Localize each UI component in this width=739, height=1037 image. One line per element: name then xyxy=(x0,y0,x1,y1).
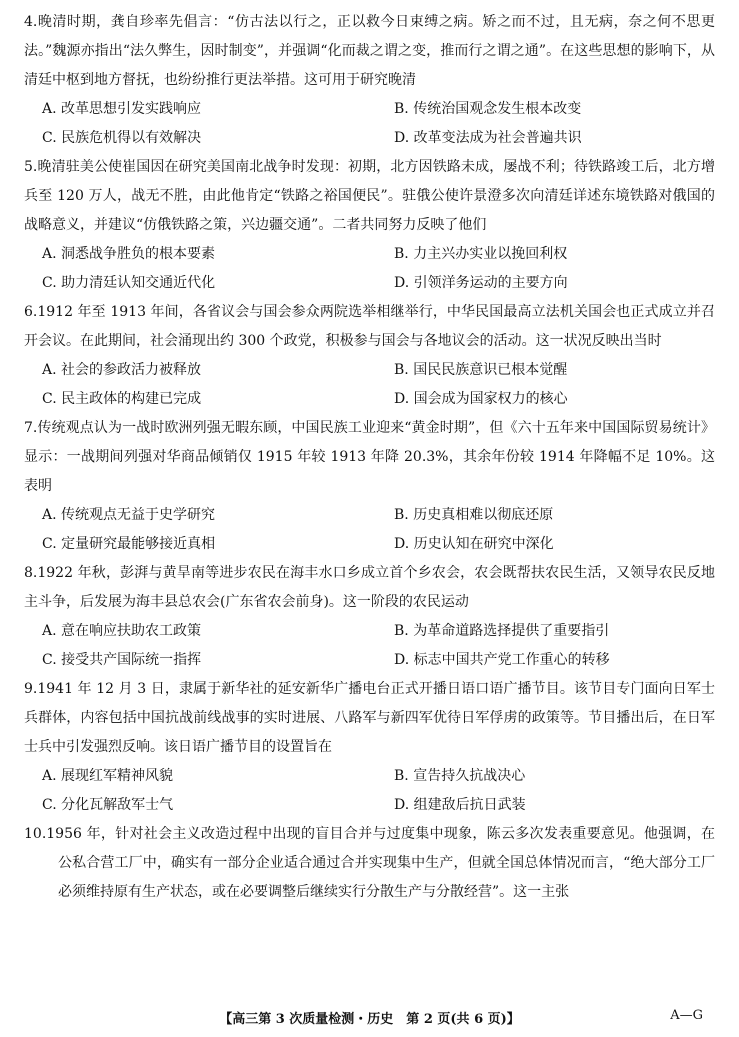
option-b[interactable]: B. 历史真相难以彻底还原 xyxy=(394,507,554,523)
options-grid xyxy=(24,617,715,675)
question-4 xyxy=(24,8,715,153)
question-6 xyxy=(24,298,715,414)
options-grid xyxy=(24,95,715,153)
question-stem: 9.1941 年 12 月 3 日，隶属于新华社的延安新华广播电台正式开播日语口语广播节目。该节目专门面向日军士兵群体，内容包括中国抗战前线战事的实时进展、八路军与新四军优待日军俘虏的政策等。节目播出后，在日军士兵中引发强烈反响。该日语广播节目的设置旨在 xyxy=(24,681,715,755)
question-stem: 10.1956 年，针对社会主义改造过程中出现的盲目合并与过度集中现象，陈云多次发表重要意见。他强调，在公私合营工厂中，确实有一部分企业适合通过合并实现集中生产，但就全国总体情况而言，“绝大部分工厂必须维持原有生产状态，或在必要调整后继续实行分散生产与分散经营”。这一主张 xyxy=(24,826,715,900)
options-grid xyxy=(24,501,715,559)
page-footer xyxy=(0,1006,739,1030)
options-grid xyxy=(24,240,715,298)
options-grid xyxy=(24,356,715,414)
option-d[interactable]: D. 历史认知在研究中深化 xyxy=(394,536,554,552)
option-c[interactable]: C. 民主政体的构建已完成 xyxy=(42,391,202,407)
option-d[interactable]: D. 国会成为国家权力的核心 xyxy=(394,391,568,407)
question-stem: 7.传统观点认为一战时欧洲列强无暇东顾，中国民族工业迎来“黄金时期”，但《六十五年来中国国际贸易统计》显示：一战期间列强对华商品倾销仅 1915 年较 1913 年降 20.3%，其余年份较 1914 年降幅不足 10%。这表明 xyxy=(24,420,715,494)
option-a[interactable]: A. 社会的参政活力被释放 xyxy=(42,362,202,378)
option-b[interactable]: B. 力主兴办实业以挽回利权 xyxy=(394,246,568,262)
question-5 xyxy=(24,153,715,298)
question-8 xyxy=(24,559,715,675)
option-a[interactable]: A. 展现红军精神风貌 xyxy=(42,768,174,784)
option-c[interactable]: C. 接受共产国际统一指挥 xyxy=(42,652,202,668)
question-stem: 8.1922 年秋，彭湃与黄旱南等进步农民在海丰水口乡成立首个乡农会，农会既帮扶农民生活，又领导农民反地主斗争，后发展为海丰县总农会(广东省农会前身)。这一阶段的农民运动 xyxy=(24,565,715,610)
option-c[interactable]: C. 定量研究最能够接近真相 xyxy=(42,536,216,552)
option-a[interactable]: A. 洞悉战争胜负的根本要素 xyxy=(42,246,216,262)
option-c[interactable]: C. 分化瓦解敌军士气 xyxy=(42,797,174,813)
option-c[interactable]: C. 助力清廷认知交通近代化 xyxy=(42,275,216,291)
option-d[interactable]: D. 引领洋务运动的主要方向 xyxy=(394,275,568,291)
option-b[interactable]: B. 传统治国观念发生根本改变 xyxy=(394,101,582,117)
option-a[interactable]: A. 传统观点无益于史学研究 xyxy=(42,507,216,523)
question-7 xyxy=(24,414,715,559)
footer-version-code: A—G xyxy=(670,1008,703,1023)
question-stem: 5.晚清驻美公使崔国因在研究美国南北战争时发现：初期，北方因铁路未成，屡战不利；待铁路竣工后，北方增兵至 120 万人，战无不胜，由此他肯定“铁路之裕国便民”。驻俄公使许景澄多次向清廷详述东境铁路对俄国的战略意义，并建议“仿俄铁路之策，兴边疆交通”。二者共同努力反映了他们 xyxy=(24,159,715,233)
option-a[interactable]: A. 意在响应扶助农工政策 xyxy=(42,623,202,639)
option-a[interactable]: A. 改革思想引发实践响应 xyxy=(42,101,202,117)
question-10 xyxy=(24,820,715,907)
option-d[interactable]: D. 组建敌后抗日武装 xyxy=(394,797,526,813)
option-c[interactable]: C. 民族危机得以有效解决 xyxy=(42,130,202,146)
question-stem: 4.晚清时期，龚自珍率先倡言：“仿古法以行之，正以救今日束缚之病。矫之而不过，且无病，奈之何不思更法。”魏源亦指出“法久弊生，因时制变”，并强调“化而裁之谓之变，推而行之谓之通”。在这些思想的影响下，从清廷中枢到地方督抚，也纷纷推行更法举措。这可用于研究晚清 xyxy=(24,14,715,88)
option-b[interactable]: B. 宣告持久抗战决心 xyxy=(394,768,526,784)
option-b[interactable]: B. 为革命道路选择提供了重要指引 xyxy=(394,623,610,639)
question-stem: 6.1912 年至 1913 年间，各省议会与国会参众两院选举相继举行，中华民国最高立法机关国会也正式成立并召开会议。在此期间，社会涌现出约 300 个政党，积极参与国会与各地议会的活动。这一状况反映出当时 xyxy=(24,304,715,349)
option-b[interactable]: B. 国民民族意识已根本觉醒 xyxy=(394,362,568,378)
option-d[interactable]: D. 标志中国共产党工作重心的转移 xyxy=(394,652,610,668)
question-9 xyxy=(24,675,715,820)
footer-page-info: 【高三第 3 次质量检测・历史 第 2 页(共 6 页)】 xyxy=(219,1012,520,1027)
option-d[interactable]: D. 改革变法成为社会普遍共识 xyxy=(394,130,582,146)
options-grid xyxy=(24,762,715,820)
